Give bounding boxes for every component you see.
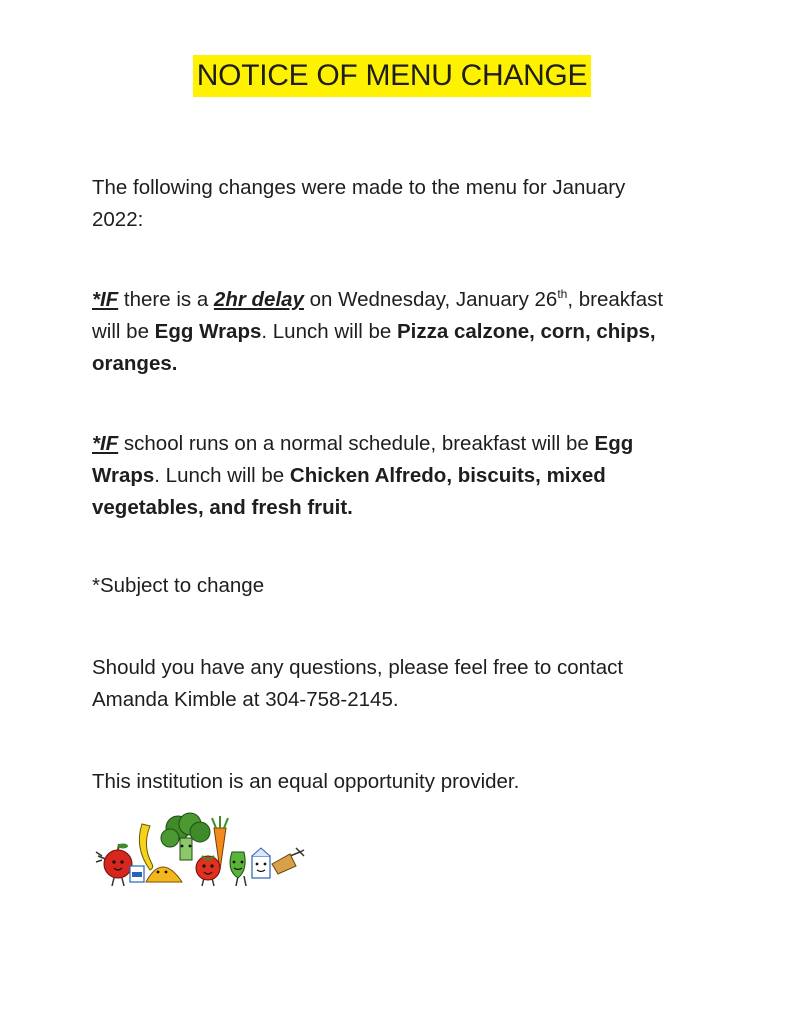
page-title: NOTICE OF MENU CHANGE [193,55,591,97]
delay-breakfast: Egg Wraps [154,320,262,343]
delay-lunch: Pizza calzone, corn, chips, oranges. [92,320,656,375]
normal-text-1: school runs on a normal schedule, breakfast will be [118,432,595,455]
delay-text-4: . Lunch will be [261,320,397,343]
delay-text-2: on Wednesday, January 26 [303,288,558,311]
normal-text-2: . Lunch will be [154,464,290,487]
if-label: *IF [92,432,119,455]
date-suffix: th [557,287,568,302]
normal-lunch: Chicken Alfredo, biscuits, mixed vegetables, and fresh fruit. [92,464,606,519]
delay-text-3: , breakfast will be [92,288,664,343]
equal-opportunity-statement: This institution is an equal opportunity provider. [92,770,520,793]
food-mascots-illustration [92,808,306,888]
normal-schedule-paragraph [92,428,652,524]
if-label: *IF [92,288,119,311]
delay-text-1: there is a [118,288,214,311]
intro-paragraph: The following changes were made to the menu for January 2022: [92,176,626,231]
delay-label: 2hr delay [213,288,304,311]
normal-breakfast: Egg Wraps [92,432,634,487]
questions-paragraph: Should you have any questions, please feel free to contact Amanda Kimble at 304-758-2145. [92,656,624,711]
delay-paragraph [92,284,677,380]
subject-to-change-note: *Subject to change [92,574,265,597]
